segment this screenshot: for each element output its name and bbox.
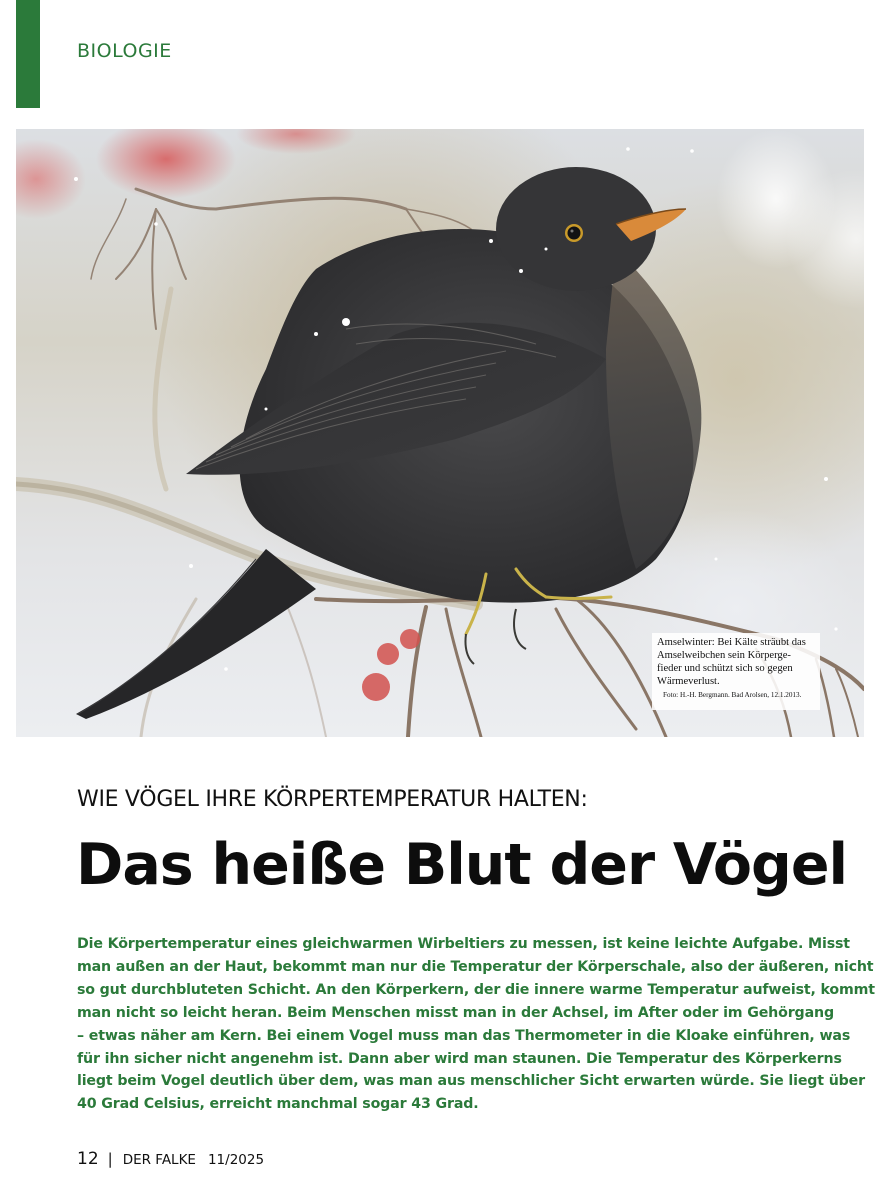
lead-line: so gut durchbluteten Schicht. An den Körperkern, der die innere warme Temperatur aufweist, kommt bbox=[77, 981, 875, 998]
page-footer bbox=[77, 1149, 264, 1169]
section-label: BIOLOGIE bbox=[77, 40, 172, 62]
section-accent-bar bbox=[16, 0, 40, 108]
lead-line: man nicht so leicht heran. Beim Menschen misst man in der Achsel, im After oder im Gehörgang bbox=[77, 1004, 834, 1021]
issue-number: 11/2025 bbox=[207, 1152, 265, 1168]
article-headline: Das heiße Blut der Vögel bbox=[76, 832, 848, 898]
lead-line: für ihn sicher nicht angenehm ist. Dann aber wird man staunen. Die Temperatur des Körperkerns bbox=[77, 1050, 842, 1067]
page-number: 12 bbox=[77, 1149, 99, 1169]
photo-caption bbox=[652, 633, 820, 710]
lead-line: man außen an der Haut, bekommt man nur die Temperatur der Körperschale, also der äußeren, nicht bbox=[77, 958, 874, 975]
lead-line: 40 Grad Celsius, erreicht manchmal sogar 43 Grad. bbox=[77, 1096, 479, 1113]
photo-credit: Foto: H.-H. Bergmann. Bad Arolsen, 12.1.2013. bbox=[663, 691, 802, 699]
caption-line: Amselweibchen sein Körperge- bbox=[657, 650, 791, 661]
caption-line: Amselwinter: Bei Kälte sträubt das bbox=[657, 637, 806, 648]
article-lead bbox=[77, 933, 875, 1116]
caption-line: fieder und schützt sich so gegen bbox=[657, 663, 793, 674]
blackbird-photo bbox=[16, 129, 864, 737]
caption-line: Wärmeverlust. bbox=[657, 676, 720, 687]
lead-line: – etwas näher am Kern. Bei einem Vogel muss man das Thermometer in die Kloake einführen, was bbox=[77, 1027, 851, 1044]
footer-separator: | bbox=[107, 1150, 113, 1168]
magazine-name: DER FALKE bbox=[122, 1152, 196, 1168]
lead-line: Die Körpertemperatur eines gleichwarmen Wirbeltiers zu messen, ist keine leichte Aufgabe. Misst bbox=[77, 936, 850, 952]
article-kicker: WIE VÖGEL IHRE KÖRPERTEMPERATUR HALTEN: bbox=[77, 787, 588, 812]
lead-line: liegt beim Vogel deutlich über dem, was man aus menschlicher Sicht erwarten würde. Sie liegt über bbox=[77, 1073, 865, 1090]
